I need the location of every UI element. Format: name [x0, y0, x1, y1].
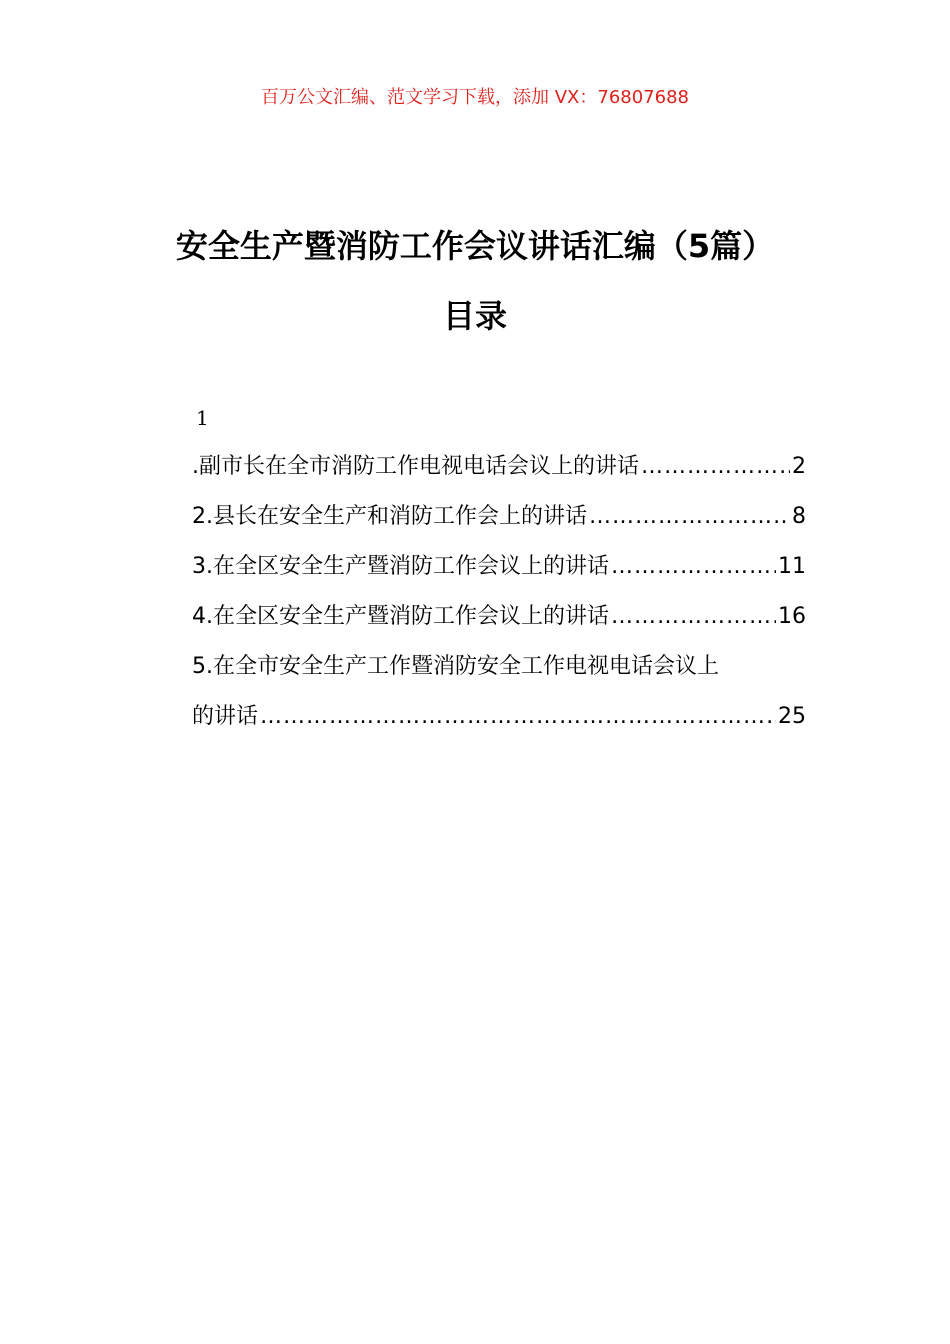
- toc-entry-page: 25: [778, 704, 806, 729]
- toc-entry[interactable]: [192, 542, 806, 592]
- toc-first-number: 1: [196, 406, 209, 430]
- toc-entry-page: 2: [792, 454, 806, 479]
- table-of-contents: [192, 404, 806, 742]
- toc-entry-title: 3.在全区安全生产暨消防工作会议上的讲话: [192, 554, 609, 579]
- toc-heading: 目录: [442, 297, 507, 335]
- toc-entry[interactable]: [192, 442, 806, 492]
- toc-entry[interactable]: [192, 592, 806, 642]
- document-title: 安全生产暨消防工作会议讲话汇编（5篇）: [175, 227, 775, 265]
- toc-entry-page: 16: [778, 604, 806, 629]
- toc-entry-title-line2: 的讲话: [192, 704, 259, 729]
- toc-entry-title: 2.县长在安全生产和消防工作会上的讲话: [192, 504, 587, 529]
- toc-entry-page: 11: [778, 554, 806, 579]
- toc-leader-dots: [641, 442, 790, 492]
- toc-leader-dots: [260, 692, 776, 742]
- toc-entry[interactable]: [192, 692, 806, 742]
- header-note: 百万公文汇编、范文学习下载，添加 VX：76807688: [261, 87, 689, 108]
- toc-entry[interactable]: [192, 492, 806, 542]
- toc-leader-dots: [611, 592, 776, 642]
- toc-entry-page: 8: [792, 504, 806, 529]
- toc-entry-title: .副市长在全市消防工作电视电话会议上的讲话: [192, 454, 639, 479]
- toc-leader-dots: [589, 492, 790, 542]
- toc-entry-title-line1[interactable]: 5.在全市安全生产工作暨消防安全工作电视电话会议上: [192, 654, 719, 679]
- toc-entry-title: 4.在全区安全生产暨消防工作会议上的讲话: [192, 604, 609, 629]
- toc-leader-dots: [611, 542, 776, 592]
